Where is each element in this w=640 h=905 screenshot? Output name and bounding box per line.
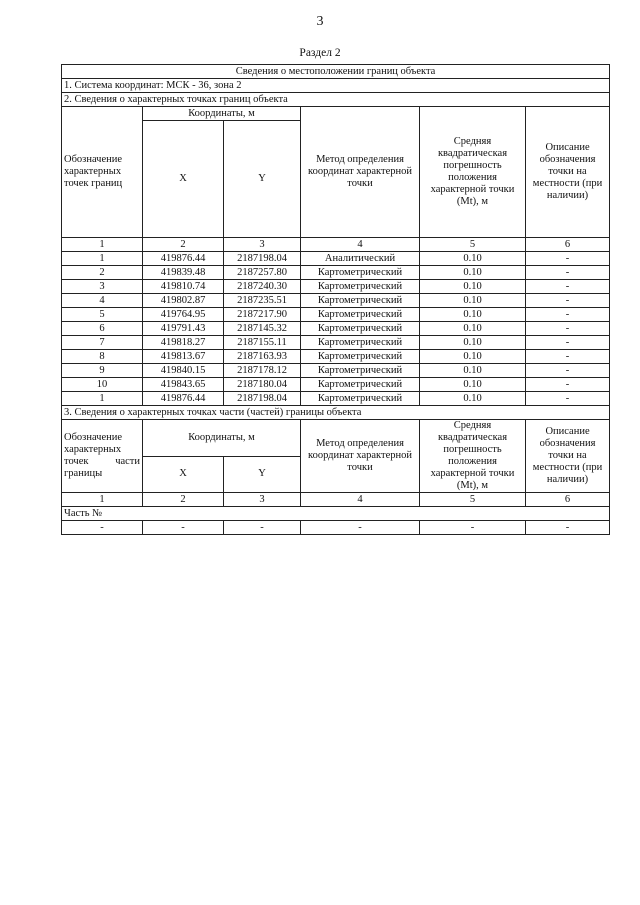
coord-y: 2187163.93 [224, 350, 301, 364]
coord-x: 419876.44 [143, 392, 224, 406]
coord-x: 419810.74 [143, 280, 224, 294]
point-number: 9 [62, 364, 143, 378]
point-number: 1 [62, 252, 143, 266]
coord-y: 2187178.12 [224, 364, 301, 378]
part-label-row [62, 507, 610, 521]
coord-system-row [62, 79, 610, 93]
description: - [526, 392, 610, 406]
header-accuracy: Средняя квадратическая погрешность положения характерной точки (Mt), м [420, 107, 526, 238]
point-number: 1 [62, 392, 143, 406]
method: Картометрический [301, 336, 420, 350]
method: Картометрический [301, 280, 420, 294]
accuracy-mt: - [420, 521, 526, 535]
accuracy-mt: 0.10 [420, 364, 526, 378]
header2-row-1 [62, 420, 610, 457]
point-number: 4 [62, 294, 143, 308]
header-row-1 [62, 107, 610, 121]
part-row [62, 521, 610, 535]
accuracy-mt: 0.10 [420, 322, 526, 336]
table-row [62, 308, 610, 322]
coord-y: 2187198.04 [224, 392, 301, 406]
column-number: 3 [224, 493, 301, 507]
header-y: Y [224, 121, 301, 238]
coord-y: - [224, 521, 301, 535]
method: - [301, 521, 420, 535]
description: - [526, 308, 610, 322]
header-description: Описание обозначения точки на местности (при наличии) [526, 107, 610, 238]
section3-title: 3. Сведения о характерных точках части (частей) границы объекта [62, 406, 610, 420]
accuracy-mt: 0.10 [420, 392, 526, 406]
description: - [526, 280, 610, 294]
method: Картометрический [301, 364, 420, 378]
table-title: Сведения о местоположении границ объекта [62, 65, 610, 79]
header-x: X [143, 121, 224, 238]
column-number: 6 [526, 493, 610, 507]
description: - [526, 378, 610, 392]
header-accuracy-2: Средняя квадратическая погрешность положения характерной точки (Mt), м [420, 420, 526, 493]
table-title-row [62, 65, 610, 79]
method: Картометрический [301, 266, 420, 280]
table-row [62, 364, 610, 378]
coord-x: 419791.43 [143, 322, 224, 336]
accuracy-mt: 0.10 [420, 308, 526, 322]
point-number: - [62, 521, 143, 535]
method: Картометрический [301, 378, 420, 392]
table-row [62, 378, 610, 392]
coord-y: 2187155.11 [224, 336, 301, 350]
coord-x: 419839.48 [143, 266, 224, 280]
coord-x: 419813.67 [143, 350, 224, 364]
column-number: 3 [224, 238, 301, 252]
accuracy-mt: 0.10 [420, 266, 526, 280]
coord-x: 419843.65 [143, 378, 224, 392]
coord-x: 419764.95 [143, 308, 224, 322]
header-designation-part: Обозначение характерных точек части границы [62, 420, 143, 493]
column-number: 1 [62, 238, 143, 252]
section-label: Раздел 2 [299, 47, 341, 59]
description: - [526, 252, 610, 266]
point-number: 6 [62, 322, 143, 336]
column-number: 2 [143, 238, 224, 252]
header-designation: Обозначение характерных точек границ [62, 107, 143, 238]
section3-row [62, 406, 610, 420]
method: Картометрический [301, 350, 420, 364]
header-y-2: Y [224, 456, 301, 493]
table-row [62, 252, 610, 266]
coord-x: 419802.87 [143, 294, 224, 308]
column-number: 4 [301, 493, 420, 507]
header-coordinates: Координаты, м [143, 107, 301, 121]
column-number: 5 [420, 493, 526, 507]
column-number: 4 [301, 238, 420, 252]
coord-x: - [143, 521, 224, 535]
header-method-2: Метод определения координат характерной точки [301, 420, 420, 493]
point-number: 2 [62, 266, 143, 280]
coord-y: 2187180.04 [224, 378, 301, 392]
coord-system: 1. Система координат: МСК - 36, зона 2 [62, 79, 610, 93]
coord-x: 419840.15 [143, 364, 224, 378]
page-number: 3 [316, 14, 324, 29]
description: - [526, 294, 610, 308]
boundary-table [61, 64, 610, 535]
point-number: 3 [62, 280, 143, 294]
method: Картометрический [301, 322, 420, 336]
column-number: 5 [420, 238, 526, 252]
header-description-2: Описание обозначения точки на местности (при наличии) [526, 420, 610, 493]
method: Картометрический [301, 308, 420, 322]
accuracy-mt: 0.10 [420, 294, 526, 308]
description: - [526, 336, 610, 350]
description: - [526, 322, 610, 336]
coord-y: 2187217.90 [224, 308, 301, 322]
column-numbers-row [62, 238, 610, 252]
accuracy-mt: 0.10 [420, 350, 526, 364]
description: - [526, 521, 610, 535]
header-coordinates-2: Координаты, м [143, 420, 301, 457]
coord-y: 2187145.32 [224, 322, 301, 336]
table-row [62, 280, 610, 294]
table-row [62, 392, 610, 406]
method: Картометрический [301, 294, 420, 308]
header-method: Метод определения координат характерной точки [301, 107, 420, 238]
coord-y: 2187235.51 [224, 294, 301, 308]
table-row [62, 294, 610, 308]
point-number: 5 [62, 308, 143, 322]
column-number: 2 [143, 493, 224, 507]
coord-y: 2187257.80 [224, 266, 301, 280]
point-number: 8 [62, 350, 143, 364]
method: Картометрический [301, 392, 420, 406]
point-number: 7 [62, 336, 143, 350]
header-x-2: X [143, 456, 224, 493]
description: - [526, 266, 610, 280]
table-row [62, 336, 610, 350]
coord-x: 419876.44 [143, 252, 224, 266]
column-numbers-row-2 [62, 493, 610, 507]
table-row [62, 266, 610, 280]
column-number: 6 [526, 238, 610, 252]
coord-y: 2187240.30 [224, 280, 301, 294]
table-row [62, 322, 610, 336]
accuracy-mt: 0.10 [420, 252, 526, 266]
accuracy-mt: 0.10 [420, 336, 526, 350]
table-row [62, 350, 610, 364]
part-label: Часть № [62, 507, 610, 521]
accuracy-mt: 0.10 [420, 378, 526, 392]
method: Аналитический [301, 252, 420, 266]
column-number: 1 [62, 493, 143, 507]
description: - [526, 364, 610, 378]
coord-y: 2187198.04 [224, 252, 301, 266]
section2-row [62, 93, 610, 107]
accuracy-mt: 0.10 [420, 280, 526, 294]
description: - [526, 350, 610, 364]
point-number: 10 [62, 378, 143, 392]
section2-title: 2. Сведения о характерных точках границ объекта [62, 93, 610, 107]
coord-x: 419818.27 [143, 336, 224, 350]
